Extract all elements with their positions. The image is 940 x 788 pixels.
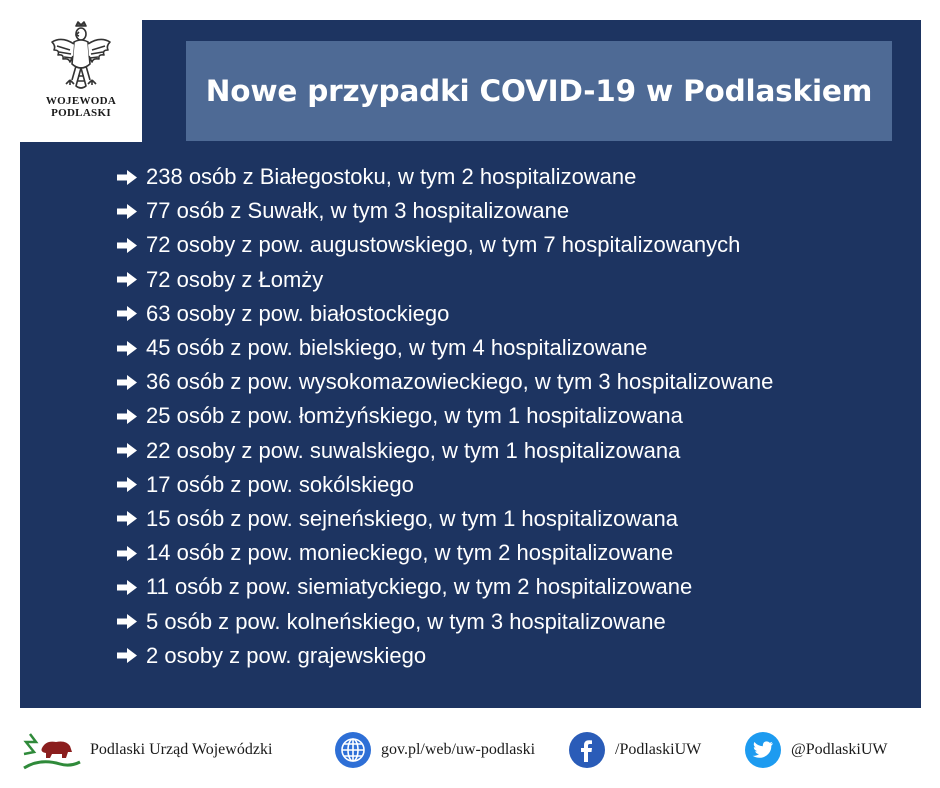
- list-item: [116, 228, 773, 262]
- footer: [0, 720, 940, 780]
- arrow-right-icon: [116, 340, 138, 357]
- facebook-link[interactable]: /PodlaskiUW: [615, 741, 702, 758]
- arrow-right-icon: [116, 237, 138, 254]
- office-name: Podlaski Urząd Wojewódzki: [90, 741, 273, 758]
- twitter-handle[interactable]: @PodlaskiUW: [791, 741, 888, 758]
- globe-icon: [335, 732, 371, 768]
- case-text: 45 osób z pow. bielskiego, w tym 4 hospitalizowane: [146, 335, 648, 361]
- case-text: 15 osób z pow. sejneńskiego, w tym 1 hospitalizowana: [146, 505, 678, 531]
- bison-logo-icon: [20, 728, 82, 772]
- case-text: 238 osób z Białegostoku, w tym 2 hospitalizowane: [146, 164, 637, 190]
- case-text: 63 osoby z pow. białostockiego: [146, 300, 450, 326]
- case-text: 25 osób z pow. łomżyńskiego, w tym 1 hospitalizowana: [146, 403, 683, 429]
- arrow-right-icon: [116, 476, 138, 493]
- facebook-icon: [569, 732, 605, 768]
- footer-facebook[interactable]: [569, 720, 701, 780]
- arrow-right-icon: [116, 271, 138, 288]
- case-text: 5 osób z pow. kolneńskiego, w tym 3 hospitalizowane: [146, 608, 666, 634]
- emblem-box: [20, 20, 142, 142]
- arrow-right-icon: [116, 442, 138, 459]
- page-title: Nowe przypadki COVID-19 w Podlaskiem: [205, 74, 873, 108]
- case-text: 77 osób z Suwałk, w tym 3 hospitalizowane: [146, 198, 570, 224]
- arrow-right-icon: [116, 374, 138, 391]
- list-item: [116, 297, 773, 331]
- list-item: [116, 399, 773, 433]
- arrow-right-icon: [116, 613, 138, 630]
- title-banner: [186, 41, 892, 141]
- eagle-emblem-icon: [46, 20, 116, 96]
- arrow-right-icon: [116, 203, 138, 220]
- case-text: 72 osoby z Łomży: [146, 266, 324, 292]
- arrow-right-icon: [116, 510, 138, 527]
- list-item: [116, 604, 773, 638]
- arrow-right-icon: [116, 169, 138, 186]
- arrow-right-icon: [116, 647, 138, 664]
- case-text: 22 osoby z pow. suwalskiego, w tym 1 hospitalizowana: [146, 437, 681, 463]
- list-item: [116, 639, 773, 673]
- list-item: [116, 263, 773, 297]
- footer-office: [20, 720, 272, 780]
- list-item: [116, 502, 773, 536]
- cases-list: [116, 160, 773, 673]
- website-link[interactable]: gov.pl/web/uw-podlaski: [381, 741, 536, 758]
- list-item: [116, 160, 773, 194]
- arrow-right-icon: [116, 305, 138, 322]
- list-item: [116, 331, 773, 365]
- case-text: 14 osób z pow. monieckiego, w tym 2 hospitalizowane: [146, 540, 674, 566]
- twitter-icon: [745, 732, 781, 768]
- arrow-right-icon: [116, 545, 138, 562]
- list-item: [116, 536, 773, 570]
- list-item: [116, 468, 773, 502]
- footer-website[interactable]: [335, 720, 535, 780]
- arrow-right-icon: [116, 579, 138, 596]
- emblem-line-2: PODLASKI: [51, 107, 111, 119]
- case-text: 36 osób z pow. wysokomazowieckiego, w tym 3 hospitalizowane: [146, 369, 774, 395]
- arrow-right-icon: [116, 408, 138, 425]
- case-text: 2 osoby z pow. grajewskiego: [146, 642, 427, 668]
- emblem-line-1: WOJEWODA: [45, 95, 117, 107]
- list-item: [116, 570, 773, 604]
- footer-twitter[interactable]: [745, 720, 888, 780]
- case-text: 17 osób z pow. sokólskiego: [146, 471, 414, 497]
- case-text: 11 osób z pow. siemiatyckiego, w tym 2 hospitalizowane: [146, 574, 693, 600]
- list-item: [116, 434, 773, 468]
- list-item: [116, 194, 773, 228]
- case-text: 72 osoby z pow. augustowskiego, w tym 7 hospitalizowanych: [146, 232, 741, 258]
- list-item: [116, 365, 773, 399]
